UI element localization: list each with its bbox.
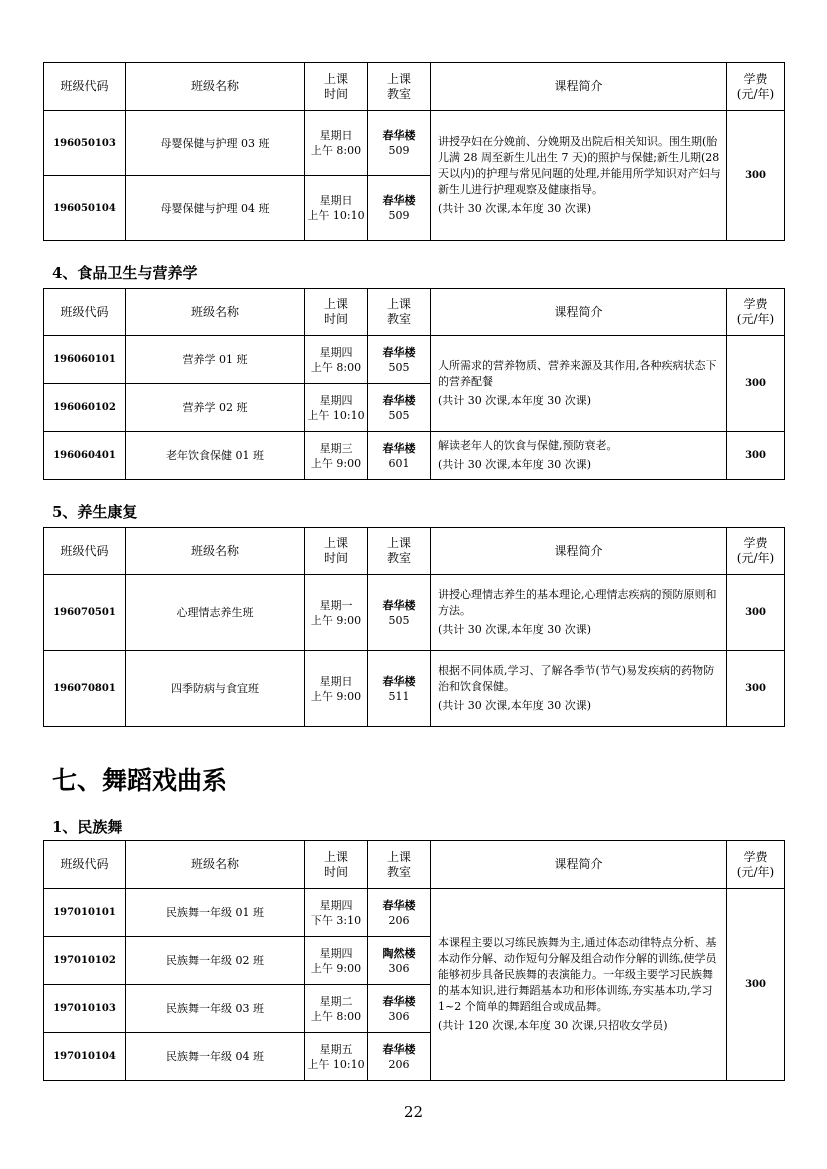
header-fee: 学费 (元/年)	[727, 63, 785, 111]
class-time: 星期日 上午 9:00	[305, 651, 368, 727]
class-code: 197010102	[44, 937, 126, 985]
class-name: 母婴保健与护理 04 班	[126, 176, 305, 241]
class-room: 春华楼 306	[368, 985, 431, 1033]
class-code: 196060101	[44, 336, 126, 384]
header-fee: 学费 (元/年)	[727, 289, 785, 336]
tuition-fee: 300	[727, 889, 785, 1081]
course-table-nutrition	[43, 288, 785, 480]
header-code: 班级代码	[44, 841, 126, 889]
class-time: 星期一 上午 9:00	[305, 575, 368, 651]
table-row	[44, 651, 785, 727]
class-time: 星期四 上午 9:00	[305, 937, 368, 985]
class-room: 春华楼 505	[368, 575, 431, 651]
header-name: 班级名称	[126, 289, 305, 336]
header-desc: 课程简介	[431, 289, 727, 336]
chapter-heading-dance-opera: 七、舞蹈戏曲系	[52, 766, 228, 795]
class-room: 春华楼 206	[368, 1033, 431, 1081]
class-time: 星期三 上午 9:00	[305, 432, 368, 480]
header-desc: 课程简介	[431, 528, 727, 575]
class-code: 197010103	[44, 985, 126, 1033]
table-row	[44, 336, 785, 384]
class-code: 196070501	[44, 575, 126, 651]
header-room: 上课 教室	[368, 63, 431, 111]
table-header-row	[44, 289, 785, 336]
class-name: 母婴保健与护理 03 班	[126, 111, 305, 176]
table-row	[44, 111, 785, 176]
header-fee: 学费 (元/年)	[727, 528, 785, 575]
course-description: 根据不同体质,学习、了解各季节(节气)易发疾病的药物防治和饮食保健。 (共计 30 次课,本年度 30 次课)	[431, 651, 727, 727]
tuition-fee: 300	[727, 651, 785, 727]
table-row	[44, 575, 785, 651]
class-room: 春华楼 509	[368, 111, 431, 176]
class-room: 春华楼 206	[368, 889, 431, 937]
class-room: 春华楼 505	[368, 384, 431, 432]
header-room: 上课 教室	[368, 528, 431, 575]
class-room: 春华楼 511	[368, 651, 431, 727]
header-time: 上课 时间	[305, 289, 368, 336]
class-room: 春华楼 509	[368, 176, 431, 241]
class-time: 星期四 上午 8:00	[305, 336, 368, 384]
header-time: 上课 时间	[305, 841, 368, 889]
class-time: 星期四 上午 10:10	[305, 384, 368, 432]
tuition-fee: 300	[727, 432, 785, 480]
course-description: 人所需求的营养物质、营养来源及其作用,各种疾病状态下的营养配餐 (共计 30 次课,本年度 30 次课)	[431, 336, 727, 432]
table-header-row	[44, 528, 785, 575]
table-row	[44, 432, 785, 480]
class-name: 心理情志养生班	[126, 575, 305, 651]
class-name: 老年饮食保健 01 班	[126, 432, 305, 480]
class-code: 196050104	[44, 176, 126, 241]
course-description: 讲授心理情志养生的基本理论,心理情志疾病的预防原则和方法。 (共计 30 次课,本年度 30 次课)	[431, 575, 727, 651]
class-name: 民族舞一年级 01 班	[126, 889, 305, 937]
class-time: 星期日 上午 8:00	[305, 111, 368, 176]
header-fee: 学费 (元/年)	[727, 841, 785, 889]
header-name: 班级名称	[126, 528, 305, 575]
class-name: 民族舞一年级 04 班	[126, 1033, 305, 1081]
header-code: 班级代码	[44, 528, 126, 575]
class-time: 星期四 下午 3:10	[305, 889, 368, 937]
table-row	[44, 889, 785, 937]
class-name: 营养学 01 班	[126, 336, 305, 384]
tuition-fee: 300	[727, 111, 785, 241]
header-name: 班级名称	[126, 63, 305, 111]
header-time: 上课 时间	[305, 63, 368, 111]
header-code: 班级代码	[44, 63, 126, 111]
class-code: 197010104	[44, 1033, 126, 1081]
header-desc: 课程简介	[431, 841, 727, 889]
course-table-maternal	[43, 62, 785, 241]
page-number: 22	[403, 1103, 424, 1121]
class-time: 星期二 上午 8:00	[305, 985, 368, 1033]
class-code: 197010101	[44, 889, 126, 937]
class-room: 春华楼 601	[368, 432, 431, 480]
tuition-fee: 300	[727, 575, 785, 651]
section-heading-wellness: 5、养生康复	[52, 503, 138, 521]
class-name: 民族舞一年级 02 班	[126, 937, 305, 985]
course-table-wellness	[43, 527, 785, 727]
table-header-row	[44, 841, 785, 889]
class-room: 春华楼 505	[368, 336, 431, 384]
tuition-fee: 300	[727, 336, 785, 432]
class-name: 民族舞一年级 03 班	[126, 985, 305, 1033]
table-header-row	[44, 63, 785, 111]
header-room: 上课 教室	[368, 841, 431, 889]
header-desc: 课程简介	[431, 63, 727, 111]
course-description: 讲授孕妇在分娩前、分娩期及出院后相关知识。围生期(胎儿满 28 周至新生儿出生 7 天)的照护与保健;新生儿期(28 天以内)的护理与常见问题的处理,并能用所学知识对产妇与新生儿进行护理观察及健康指导。 (共计 30 次课,本年度 30 次课)	[431, 111, 727, 241]
class-name: 四季防病与食宜班	[126, 651, 305, 727]
header-name: 班级名称	[126, 841, 305, 889]
header-room: 上课 教室	[368, 289, 431, 336]
class-time: 星期五 上午 10:10	[305, 1033, 368, 1081]
class-room: 陶然楼 306	[368, 937, 431, 985]
class-time: 星期日 上午 10:10	[305, 176, 368, 241]
class-name: 营养学 02 班	[126, 384, 305, 432]
class-code: 196050103	[44, 111, 126, 176]
class-code: 196060401	[44, 432, 126, 480]
course-description: 解读老年人的饮食与保健,预防衰老。 (共计 30 次课,本年度 30 次课)	[431, 432, 727, 480]
class-code: 196070801	[44, 651, 126, 727]
header-code: 班级代码	[44, 289, 126, 336]
section-heading-folk-dance: 1、民族舞	[52, 818, 123, 836]
section-heading-nutrition: 4、食品卫生与营养学	[52, 264, 198, 282]
class-code: 196060102	[44, 384, 126, 432]
course-description: 本课程主要以习练民族舞为主,通过体态动律特点分析、基本动作分解、动作短句分解及组合动作分解的训练,使学员能够初步具备民族舞的表演能力。一年级主要学习民族舞的基本知识,进行舞蹈基本功和形体训练,夯实基本功,学习 1~2 个简单的舞蹈组合或成品舞。 (共计 120 次课,本年度 30 次课,只招收女学员)	[431, 889, 727, 1081]
header-time: 上课 时间	[305, 528, 368, 575]
course-table-folk-dance	[43, 840, 785, 1081]
